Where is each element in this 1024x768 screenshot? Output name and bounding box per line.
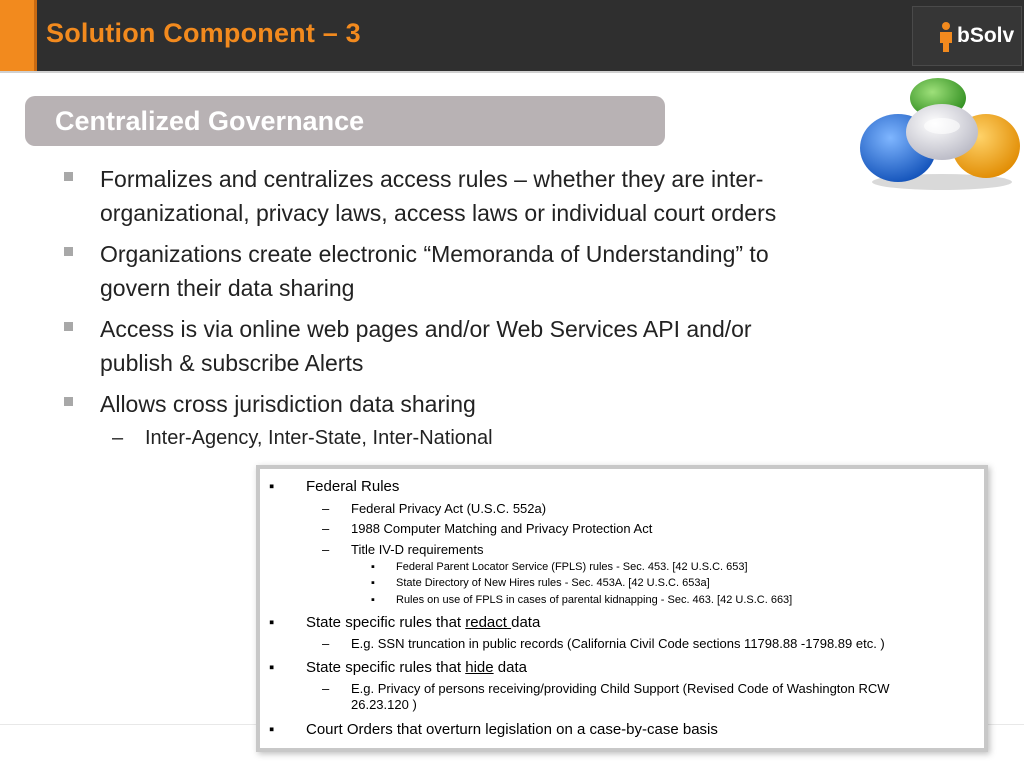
- square-bullet-icon: [64, 397, 73, 406]
- dash-bullet: –: [322, 501, 330, 516]
- federal-rule-item: Federal Privacy Act (U.S.C. 552a): [351, 501, 547, 516]
- hide-example-line2: 26.23.120 ): [351, 697, 417, 712]
- title-bar: [0, 0, 1024, 71]
- redact-prefix: State specific rules that: [306, 614, 466, 631]
- bullet-text: govern their data sharing: [100, 275, 355, 301]
- redact-keyword: redact: [465, 614, 512, 631]
- sub-bullet-text: Inter-Agency, Inter-State, Inter-National: [145, 427, 493, 449]
- dash-bullet: –: [322, 636, 330, 651]
- federal-sub-item: Rules on use of FPLS in cases of parental kidnapping - Sec. 463. [42 U.S.C. 663]: [396, 594, 793, 606]
- square-bullet: ▪: [371, 577, 375, 589]
- dash-bullet: –: [322, 542, 330, 557]
- header-divider: [0, 71, 1024, 73]
- dash-bullet: –: [322, 521, 330, 536]
- square-bullet: ▪: [371, 594, 375, 606]
- square-bullet-icon: [64, 247, 73, 256]
- hide-keyword: hide: [465, 659, 494, 676]
- logo-text: bSolv: [957, 24, 1015, 47]
- bullet-text: Organizations create electronic “Memoranda of Understanding” to: [100, 241, 769, 267]
- hide-suffix: data: [493, 659, 527, 676]
- company-logo: [912, 6, 1022, 66]
- dash-bullet: –: [112, 427, 124, 449]
- header-accent-bar: [0, 0, 34, 71]
- bullet-text: Allows cross jurisdiction data sharing: [100, 391, 476, 417]
- list-item: [62, 237, 882, 305]
- federal-sub-item: Federal Parent Locator Service (FPLS) rules - Sec. 453. [42 U.S.C. 653]: [396, 561, 748, 573]
- redact-example: E.g. SSN truncation in public records (California Civil Code sections 11798.88 -1798.89 etc. ): [351, 636, 885, 651]
- dash-bullet: –: [322, 681, 330, 696]
- section-header: [25, 96, 665, 146]
- square-bullet-icon: [64, 172, 73, 181]
- hide-example-line1: E.g. Privacy of persons receiving/providing Child Support (Revised Code of Washington RCW: [351, 681, 890, 696]
- slide-title: Solution Component – 3: [46, 18, 361, 48]
- square-bullet: ▪: [269, 478, 275, 495]
- square-bullet-icon: [64, 322, 73, 331]
- redact-rule: [306, 614, 540, 631]
- redact-suffix: data: [511, 614, 541, 631]
- bullet-text: organizational, privacy laws, access laws or individual court orders: [100, 200, 777, 226]
- main-bullet-list: [62, 162, 882, 452]
- sub-list-item: [62, 424, 882, 452]
- person-logo-icon: [937, 21, 955, 53]
- list-item: [62, 387, 882, 421]
- rules-callout-box: [256, 465, 988, 752]
- federal-rule-item: 1988 Computer Matching and Privacy Protection Act: [351, 521, 653, 536]
- bullet-text: Formalizes and centralizes access rules – whether they are inter-: [100, 166, 764, 192]
- square-bullet: ▪: [269, 614, 275, 631]
- list-item: [62, 312, 882, 380]
- section-title: Centralized Governance: [55, 106, 365, 136]
- bullet-text: publish & subscribe Alerts: [100, 350, 364, 376]
- square-bullet: ▪: [371, 561, 375, 573]
- bullet-text: Access is via online web pages and/or Web Services API and/or: [100, 316, 752, 342]
- federal-rules-label: Federal Rules: [306, 478, 400, 495]
- list-item: [62, 162, 882, 230]
- federal-rule-item: Title IV-D requirements: [351, 542, 484, 557]
- court-orders-rule: Court Orders that overturn legislation on a case-by-case basis: [306, 721, 718, 738]
- hide-prefix: State specific rules that: [306, 659, 466, 676]
- hide-rule: [306, 659, 527, 676]
- puzzle-pieces-icon: [858, 74, 1022, 192]
- federal-sub-item: State Directory of New Hires rules - Sec. 453A. [42 U.S.C. 653a]: [396, 577, 710, 589]
- square-bullet: ▪: [269, 659, 275, 676]
- square-bullet: ▪: [269, 721, 275, 738]
- header-accent-shadow: [34, 0, 37, 71]
